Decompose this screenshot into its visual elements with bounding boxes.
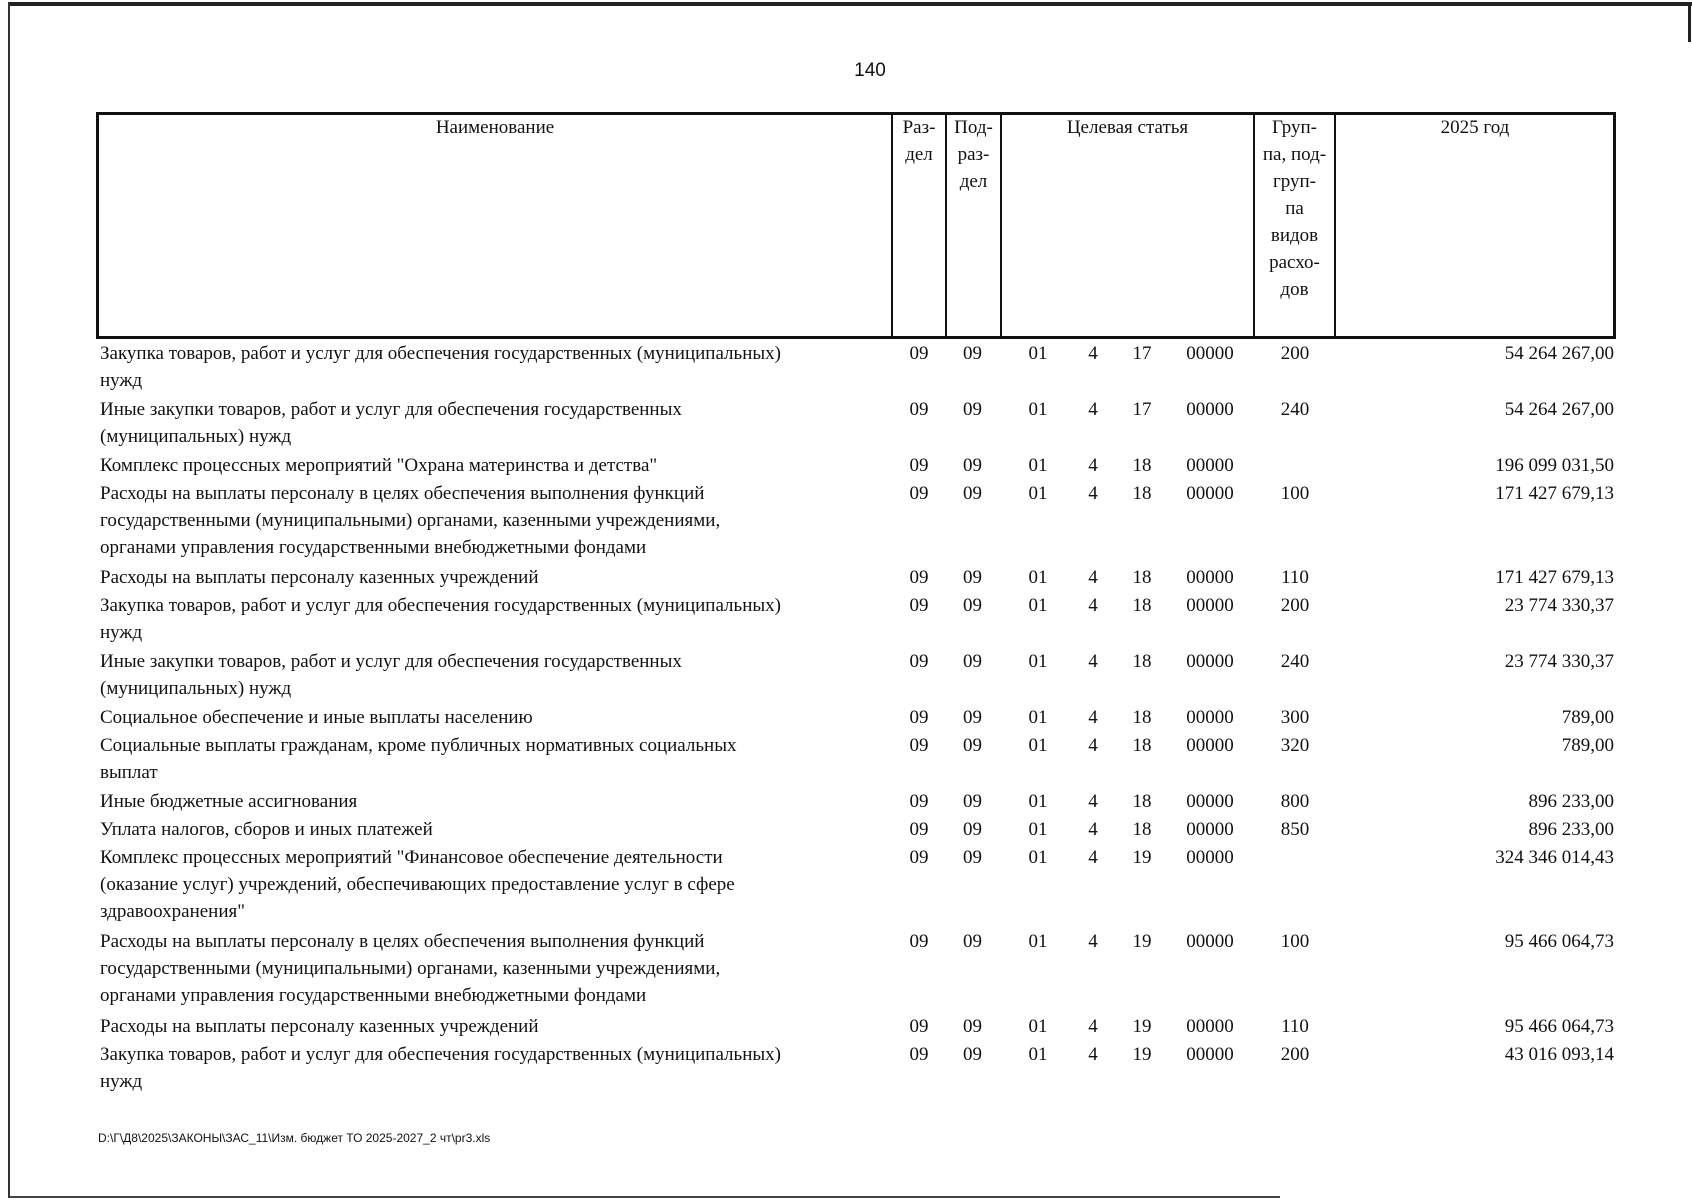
cell-amount: 324 346 014,43	[1495, 847, 1614, 868]
cell-ts1: 01	[1028, 1016, 1048, 1037]
row-name: Иные закупки товаров, работ и услуг для обеспечения государственных (муниципальных) нужд	[100, 399, 682, 447]
header-name: Наименование	[435, 117, 555, 138]
cell-podrazdel: 09	[963, 483, 982, 504]
row-name: Социальное обеспечение и иные выплаты населению	[100, 707, 533, 728]
header-subsection: Под- раз- дел	[954, 117, 993, 192]
cell-ts3: 18	[1132, 595, 1152, 616]
cell-razdel: 09	[909, 343, 929, 364]
cell-amount: 171 427 679,13	[1495, 567, 1614, 588]
cell-ts2: 4	[1088, 819, 1098, 840]
cell-ts4: 00000	[1186, 595, 1234, 616]
row-name: Закупка товаров, работ и услуг для обеспечения государственных (муниципальных) нужд	[100, 343, 781, 391]
cell-ts4: 00000	[1186, 343, 1234, 364]
cell-ts3: 18	[1132, 455, 1152, 476]
cell-vr: 200	[1280, 595, 1310, 616]
cell-amount: 43 016 093,14	[1504, 1044, 1614, 1065]
cell-ts2: 4	[1088, 595, 1098, 616]
cell-ts3: 18	[1132, 567, 1152, 588]
cell-ts1: 01	[1028, 707, 1048, 728]
scan-border-left	[8, 2, 10, 1198]
column-divider	[1334, 112, 1336, 339]
cell-ts4: 00000	[1186, 931, 1234, 952]
cell-ts2: 4	[1088, 847, 1098, 868]
cell-podrazdel: 09	[963, 931, 982, 952]
row-name: Расходы на выплаты персоналу в целях обеспечения выполнения функций государственными (муниципальными) органами, казенными учреждениями, органами управления государственными внебюджетными фондами	[100, 931, 721, 1006]
cell-razdel: 09	[909, 707, 929, 728]
header-year: 2025 год	[1440, 117, 1510, 138]
cell-razdel: 09	[909, 567, 929, 588]
cell-ts2: 4	[1088, 931, 1098, 952]
cell-amount: 896 233,00	[1528, 791, 1614, 812]
cell-ts2: 4	[1088, 399, 1098, 420]
cell-ts1: 01	[1028, 819, 1048, 840]
row-name: Иные бюджетные ассигнования	[100, 791, 358, 812]
cell-amount: 789,00	[1561, 707, 1614, 728]
cell-razdel: 09	[909, 1044, 929, 1065]
cell-podrazdel: 09	[963, 847, 982, 868]
cell-ts1: 01	[1028, 343, 1048, 364]
cell-vr: 110	[1281, 567, 1309, 588]
table-header	[96, 112, 1616, 339]
cell-vr: 850	[1280, 819, 1310, 840]
cell-ts1: 01	[1028, 651, 1048, 672]
scan-border-top	[10, 2, 1692, 6]
cell-razdel: 09	[909, 819, 929, 840]
cell-ts3: 18	[1132, 707, 1152, 728]
cell-ts3: 17	[1132, 399, 1152, 420]
cell-ts2: 4	[1088, 1016, 1098, 1037]
cell-amount: 54 264 267,00	[1504, 343, 1614, 364]
row-name: Социальные выплаты гражданам, кроме публичных нормативных социальных выплат	[100, 735, 737, 783]
cell-ts4: 00000	[1186, 1016, 1234, 1037]
cell-vr: 240	[1280, 399, 1310, 420]
scan-border-bottom	[10, 1196, 1280, 1198]
cell-ts4: 00000	[1186, 707, 1234, 728]
cell-ts3: 19	[1132, 1016, 1152, 1037]
cell-razdel: 09	[909, 651, 929, 672]
cell-amount: 896 233,00	[1528, 819, 1614, 840]
cell-ts2: 4	[1088, 483, 1098, 504]
row-name: Расходы на выплаты персоналу казенных учреждений	[100, 567, 539, 588]
cell-podrazdel: 09	[963, 791, 982, 812]
cell-ts3: 18	[1132, 735, 1152, 756]
cell-razdel: 09	[909, 399, 929, 420]
row-name: Уплата налогов, сборов и иных платежей	[100, 819, 433, 840]
cell-amount: 196 099 031,50	[1495, 455, 1614, 476]
cell-vr: 240	[1280, 651, 1310, 672]
cell-ts4: 00000	[1186, 791, 1234, 812]
cell-ts1: 01	[1028, 483, 1048, 504]
row-name: Расходы на выплаты персоналу казенных учреждений	[100, 1016, 539, 1037]
cell-podrazdel: 09	[963, 567, 982, 588]
cell-vr: 100	[1280, 483, 1310, 504]
cell-ts2: 4	[1088, 343, 1098, 364]
cell-ts4: 00000	[1186, 455, 1234, 476]
cell-ts1: 01	[1028, 567, 1048, 588]
cell-razdel: 09	[909, 483, 929, 504]
cell-ts3: 19	[1132, 847, 1152, 868]
cell-ts4: 00000	[1186, 819, 1234, 840]
cell-ts2: 4	[1088, 651, 1098, 672]
cell-podrazdel: 09	[963, 707, 982, 728]
cell-vr: 200	[1280, 1044, 1310, 1065]
cell-razdel: 09	[909, 931, 929, 952]
cell-ts3: 18	[1132, 791, 1152, 812]
cell-amount: 95 466 064,73	[1504, 931, 1614, 952]
cell-ts4: 00000	[1186, 1044, 1234, 1065]
cell-vr: 110	[1281, 1016, 1309, 1037]
cell-ts1: 01	[1028, 595, 1048, 616]
cell-ts3: 19	[1132, 931, 1152, 952]
cell-podrazdel: 09	[963, 595, 982, 616]
cell-amount: 789,00	[1561, 735, 1614, 756]
header-section: Раз- дел	[902, 117, 936, 165]
cell-ts1: 01	[1028, 1044, 1048, 1065]
cell-ts3: 18	[1132, 483, 1152, 504]
cell-vr: 800	[1280, 791, 1310, 812]
cell-ts1: 01	[1028, 735, 1048, 756]
cell-ts4: 00000	[1186, 651, 1234, 672]
page-number: 140	[854, 60, 886, 81]
cell-amount: 171 427 679,13	[1495, 483, 1614, 504]
cell-ts2: 4	[1088, 1044, 1098, 1065]
column-divider	[1000, 112, 1002, 339]
cell-vr: 300	[1280, 707, 1310, 728]
cell-razdel: 09	[909, 791, 929, 812]
cell-podrazdel: 09	[963, 1044, 982, 1065]
cell-ts3: 17	[1132, 343, 1152, 364]
cell-razdel: 09	[909, 847, 929, 868]
cell-vr: 320	[1280, 735, 1310, 756]
scan-border-right	[1688, 2, 1691, 42]
cell-ts2: 4	[1088, 567, 1098, 588]
cell-amount: 23 774 330,37	[1504, 595, 1614, 616]
cell-ts4: 00000	[1186, 847, 1234, 868]
header-expense-group: Груп- па, под- груп- па видов расхо- дов	[1262, 117, 1327, 300]
cell-amount: 54 264 267,00	[1504, 399, 1614, 420]
cell-podrazdel: 09	[963, 1016, 982, 1037]
header-target-article: Целевая статья	[1066, 117, 1189, 138]
file-path-footer: D:\Г\Д8\2025\ЗАКОНЫ\ЗАС_11\Изм. бюджет ТО 2025-2027_2 чт\pr3.xls	[98, 1131, 491, 1145]
cell-podrazdel: 09	[963, 399, 982, 420]
cell-ts4: 00000	[1186, 483, 1234, 504]
cell-podrazdel: 09	[963, 735, 982, 756]
cell-podrazdel: 09	[963, 819, 982, 840]
cell-podrazdel: 09	[963, 651, 982, 672]
cell-ts2: 4	[1088, 455, 1098, 476]
row-name: Иные закупки товаров, работ и услуг для обеспечения государственных (муниципальных) нужд	[100, 651, 682, 699]
cell-ts2: 4	[1088, 735, 1098, 756]
cell-ts4: 00000	[1186, 567, 1234, 588]
cell-ts1: 01	[1028, 399, 1048, 420]
cell-vr: 100	[1280, 931, 1310, 952]
cell-ts1: 01	[1028, 931, 1048, 952]
cell-ts4: 00000	[1186, 399, 1234, 420]
cell-razdel: 09	[909, 1016, 929, 1037]
row-name: Закупка товаров, работ и услуг для обеспечения государственных (муниципальных) нужд	[100, 595, 781, 643]
cell-ts1: 01	[1028, 455, 1048, 476]
cell-ts2: 4	[1088, 791, 1098, 812]
row-name: Комплекс процессных мероприятий "Охрана материнства и детства"	[100, 455, 658, 476]
cell-amount: 95 466 064,73	[1504, 1016, 1614, 1037]
cell-ts2: 4	[1088, 707, 1098, 728]
cell-ts1: 01	[1028, 791, 1048, 812]
row-name: Закупка товаров, работ и услуг для обеспечения государственных (муниципальных) нужд	[100, 1044, 781, 1092]
cell-ts3: 19	[1132, 1044, 1152, 1065]
cell-ts1: 01	[1028, 847, 1048, 868]
cell-vr: 200	[1280, 343, 1310, 364]
cell-ts3: 18	[1132, 819, 1152, 840]
cell-podrazdel: 09	[963, 343, 982, 364]
cell-razdel: 09	[909, 455, 929, 476]
cell-podrazdel: 09	[963, 455, 982, 476]
cell-ts4: 00000	[1186, 735, 1234, 756]
cell-razdel: 09	[909, 735, 929, 756]
cell-razdel: 09	[909, 595, 929, 616]
row-name: Расходы на выплаты персоналу в целях обеспечения выполнения функций государственными (муниципальными) органами, казенными учреждениями, органами управления государственными внебюджетными фондами	[100, 483, 721, 558]
row-name: Комплекс процессных мероприятий "Финансовое обеспечение деятельности (оказание услуг) учреждений, обеспечивающих предоставление услуг в сфере здравоохранения"	[100, 847, 735, 922]
cell-amount: 23 774 330,37	[1504, 651, 1614, 672]
cell-ts3: 18	[1132, 651, 1152, 672]
